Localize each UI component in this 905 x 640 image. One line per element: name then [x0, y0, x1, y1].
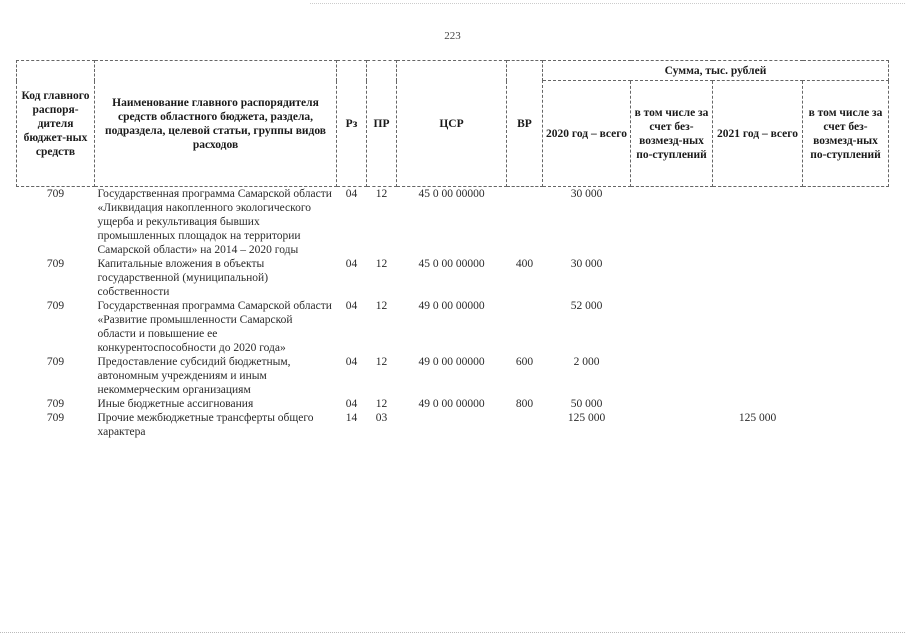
table-header: [17, 61, 889, 187]
page-number: 223: [444, 30, 461, 42]
cell-2021-total: [713, 187, 803, 258]
header-2021-total: 2021 год – всего: [713, 81, 803, 187]
header-2020-gratuitous: в том числе за счет без-возмезд-ных по-ступлений: [631, 81, 713, 187]
cell-code: 709: [46, 300, 65, 312]
cell-2020-total: 30 000: [570, 188, 603, 200]
table-row: [17, 411, 889, 439]
cell-2021-total: [713, 355, 803, 397]
cell-vr: 800: [515, 398, 534, 410]
cell-2021-gratuitous: [803, 355, 889, 397]
table-body: [17, 187, 889, 440]
cell-rz: 04: [345, 398, 358, 410]
cell-name: Предоставление субсидий бюджетным, автономным учреждениям и иным некоммерческим организациям: [97, 356, 291, 396]
cell-pr: 03: [375, 412, 388, 424]
cell-2020-gratuitous: [631, 411, 713, 439]
header-2021-gratuitous: в том числе за счет без-возмезд-ных по-ступлений: [803, 81, 889, 187]
cell-csr: 45 0 00 00000: [418, 258, 485, 270]
header-code: Код главного распоря-дителя бюджет-ных средств: [17, 61, 95, 187]
header-csr: ЦСР: [397, 61, 507, 187]
cell-2021-total: [713, 257, 803, 299]
cell-2021-total: [713, 299, 803, 355]
cell-csr: 49 0 00 00000: [418, 398, 485, 410]
cell-2021-total: [713, 397, 803, 411]
cell-2020-total: 125 000: [567, 412, 606, 424]
cell-code: 709: [46, 188, 65, 200]
cell-2021-gratuitous: [803, 299, 889, 355]
cell-pr: 12: [375, 356, 388, 368]
header-name: Наименование главного распорядителя средств областного бюджета, раздела, подраздела, целевой статьи, группы видов расходов: [95, 61, 337, 187]
header-pr: ПР: [367, 61, 397, 187]
cell-2020-gratuitous: [631, 397, 713, 411]
cell-vr: [507, 411, 543, 439]
cell-pr: 12: [375, 258, 388, 270]
cell-name: Прочие межбюджетные трансферты общего характера: [97, 412, 314, 438]
cell-rz: 04: [345, 188, 358, 200]
cell-name: Государственная программа Самарской области «Ликвидация накопленного экологического ущерба и рекультивация бывших промышленных площадок на территории Самарской области» на 2014 – 2020 годы: [97, 188, 332, 256]
cell-pr: 12: [375, 188, 388, 200]
cell-code: 709: [46, 398, 65, 410]
scan-edge-bottom: [0, 632, 905, 634]
table-row: [17, 257, 889, 299]
cell-rz: 04: [345, 300, 358, 312]
cell-code: 709: [46, 356, 65, 368]
cell-2021-gratuitous: [803, 187, 889, 258]
header-2020-total: 2020 год – всего: [543, 81, 631, 187]
cell-csr: 49 0 00 00000: [418, 356, 485, 368]
cell-2021-total: 125 000: [738, 412, 777, 424]
cell-2020-gratuitous: [631, 299, 713, 355]
cell-csr: 49 0 00 00000: [418, 300, 485, 312]
cell-2020-total: 30 000: [570, 258, 603, 270]
cell-name: Иные бюджетные ассигнования: [97, 398, 254, 410]
cell-2020-total: 2 000: [573, 356, 600, 368]
cell-2020-gratuitous: [631, 257, 713, 299]
header-rz: Рз: [337, 61, 367, 187]
cell-vr: [507, 299, 543, 355]
header-vr: ВР: [507, 61, 543, 187]
cell-2020-total: 50 000: [570, 398, 603, 410]
cell-code: 709: [46, 412, 65, 424]
cell-rz: 04: [345, 258, 358, 270]
cell-vr: 600: [515, 356, 534, 368]
table-row: [17, 397, 889, 411]
table-row: [17, 355, 889, 397]
cell-rz: 04: [345, 356, 358, 368]
table-row: [17, 187, 889, 258]
cell-2021-gratuitous: [803, 411, 889, 439]
cell-vr: 400: [515, 258, 534, 270]
cell-code: 709: [46, 258, 65, 270]
cell-pr: 12: [375, 398, 388, 410]
cell-name: Государственная программа Самарской области «Развитие промышленности Самарской области и повышение ее конкурентоспособности до 2020 года»: [97, 300, 332, 354]
table-row: [17, 299, 889, 355]
cell-2021-gratuitous: [803, 257, 889, 299]
header-sum-group: Сумма, тыс. рублей: [543, 61, 889, 81]
cell-vr: [507, 187, 543, 258]
cell-csr: 45 0 00 00000: [418, 188, 485, 200]
scan-edge-top: [310, 3, 905, 5]
cell-2021-gratuitous: [803, 397, 889, 411]
cell-2020-total: 52 000: [570, 300, 603, 312]
cell-2020-gratuitous: [631, 187, 713, 258]
cell-name: Капитальные вложения в объекты государственной (муниципальной) собственности: [97, 258, 269, 298]
cell-2020-gratuitous: [631, 355, 713, 397]
cell-csr: [397, 411, 507, 439]
cell-rz: 14: [345, 412, 358, 424]
budget-table: [16, 60, 889, 439]
cell-pr: 12: [375, 300, 388, 312]
